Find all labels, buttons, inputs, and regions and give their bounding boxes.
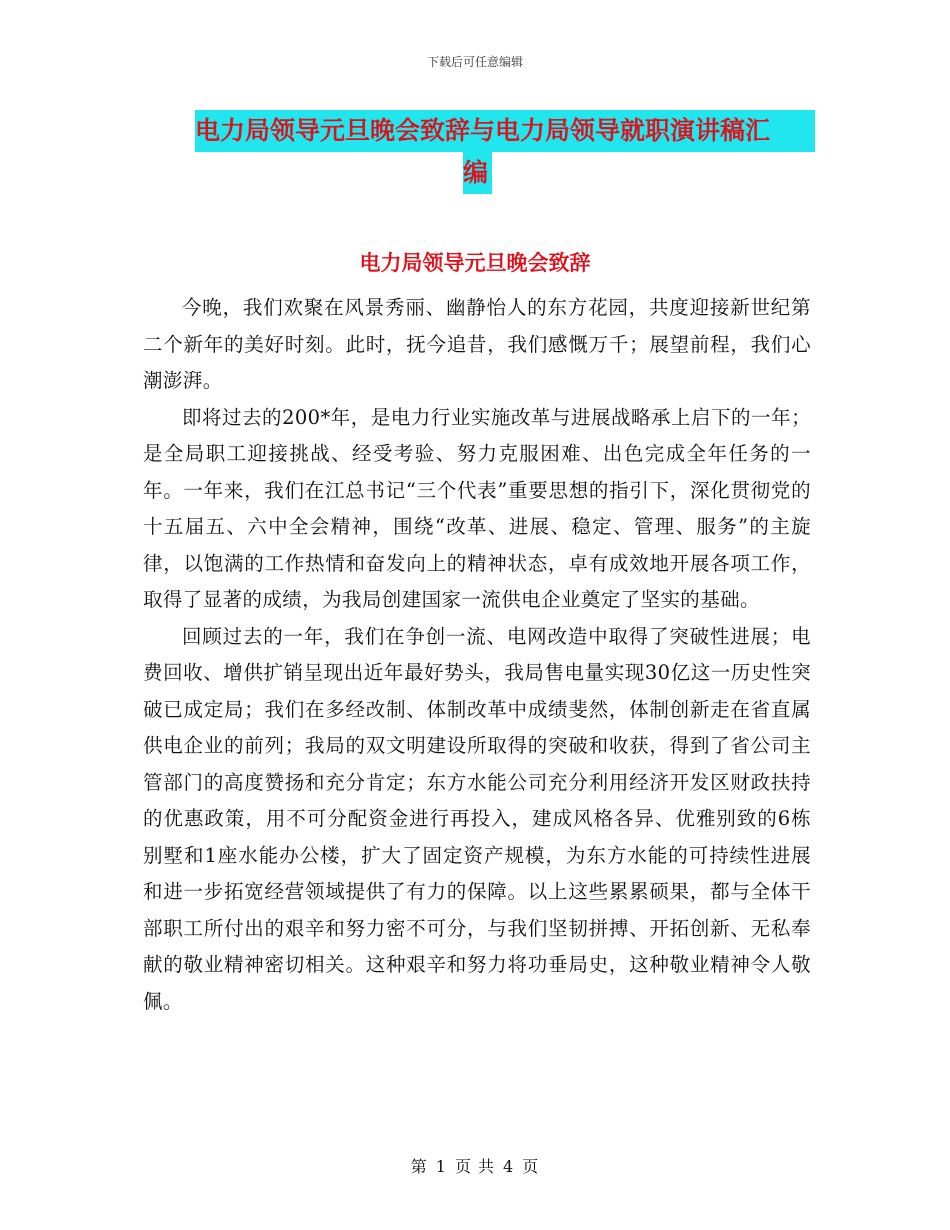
paragraph: 回顾过去的一年，我们在争创一流、电网改造中取得了突破性进展；电费回收、增供扩销呈现出近年最好势头，我局售电量实现30亿这一历史性突破已成定局；我们在多经改制、体制改革中成绩斐然，体制创新走在省直属供电企业的前列；我局的双文明建设所取得的突破和收获，得到了省公司主管部门的高度赞扬和充分肯定；东方水能公司充分利用经济开发区财政扶持的优惠政策，用不可分配资金进行再投入，建成风格各异、优雅别致的6栋别墅和1座水能办公楼，扩大了固定资产规模，为东方水能的可持续性进展和进一步拓宽经营领域提供了有力的保障。以上这些累累硕果，都与全体干部职工所付出的艰辛和努力密不可分，与我们坚韧拼搏、开拓创新、无私奉献的敬业精神密切相关。这种艰辛和努力将功垂局史，这种敬业精神令人敬佩。 bbox=[143, 624, 811, 1013]
document-title bbox=[195, 110, 815, 194]
header-note: 下载后可任意编辑 bbox=[426, 55, 523, 69]
document-body bbox=[143, 290, 811, 1020]
document-title-line-2: 编 bbox=[463, 152, 492, 194]
page-number: 1 bbox=[435, 1157, 447, 1176]
paragraph: 即将过去的200*年，是电力行业实施改革与进展战略承上启下的一年；是全局职工迎接挑战、经受考验、努力克服困难、出色完成全年任务的一年。一年来，我们在江总书记“三个代表”重要思想的指引下，深化贯彻党的十五届五、六中全会精神，围绕“改革、进展、稳定、管理、服务”的主旋律，以饱满的工作热情和奋发向上的精神状态，卓有成效地开展各项工作，取得了显著的成绩，为我局创建国家一流供电企业奠定了坚实的基础。 bbox=[143, 405, 811, 611]
footer-prefix: 第 bbox=[410, 1157, 428, 1176]
footer-middle: 页 共 bbox=[454, 1157, 496, 1176]
document-title-line-1: 电力局领导元旦晚会致辞与电力局领导就职演讲稿汇 bbox=[195, 110, 815, 152]
section-heading: 电力局领导元旦晚会致辞 bbox=[359, 251, 591, 275]
total-pages: 4 bbox=[503, 1157, 515, 1176]
footer-suffix: 页 bbox=[522, 1157, 540, 1176]
paragraph: 今晚，我们欢聚在风景秀丽、幽静怡人的东方花园，共度迎接新世纪第二个新年的美好时刻。此时，抚今追昔，我们感慨万千；展望前程，我们心潮澎湃。 bbox=[143, 296, 811, 392]
page-footer bbox=[0, 1154, 950, 1177]
